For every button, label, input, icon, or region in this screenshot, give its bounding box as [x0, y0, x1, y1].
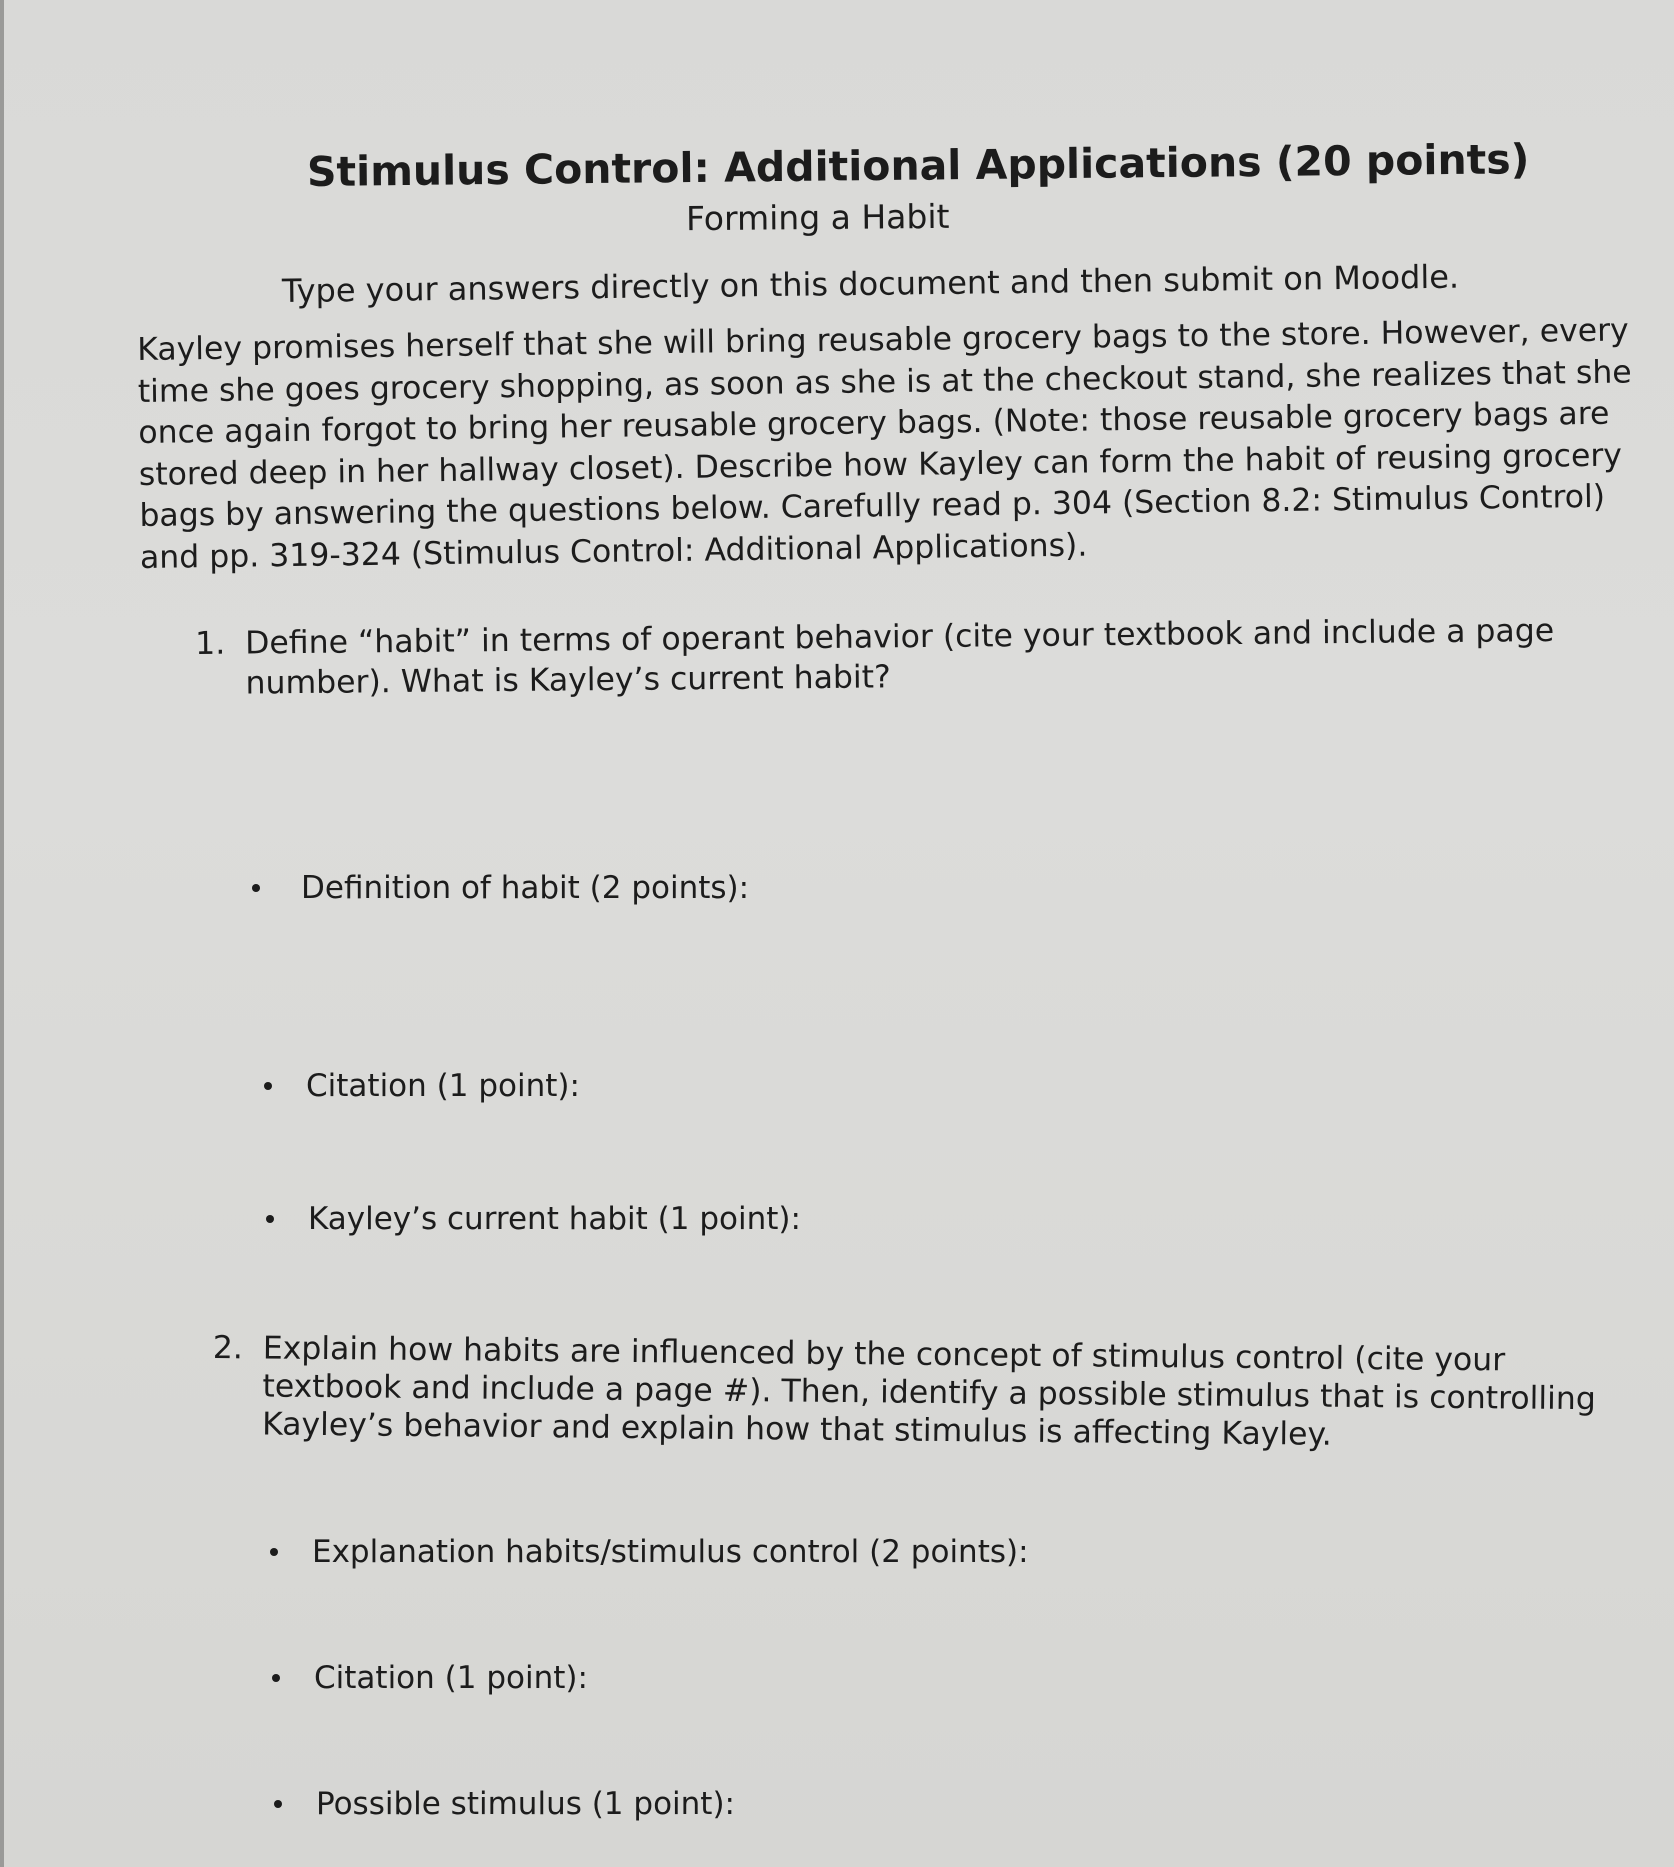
- bullet-icon: [266, 1215, 274, 1223]
- document-subtitle: Forming a Habit: [685, 196, 950, 239]
- intro-line: Kayley promises herself that she will bring reusable grocery bags to the store. However, every: [137, 312, 1629, 368]
- intro-line: time she goes grocery shopping, as soon as she is at the checkout stand, she realizes that she: [137, 353, 1632, 410]
- bullet-icon: [270, 1548, 278, 1556]
- question-line: Explain how habits are influenced by the concept of stimulus control (cite your: [262, 1330, 1506, 1379]
- page-edge: [0, 0, 4, 1867]
- intro-line: bags by answering the questions below. Carefully read p. 304 (Section 8.2: Stimulus Control): [139, 478, 1606, 534]
- answer-label: Explanation habits/stimulus control (2 points):: [312, 1534, 1029, 1570]
- question-line: Define “habit” in terms of operant behavior (cite your textbook and include a page: [245, 612, 1555, 662]
- question-line: number). What is Kayley’s current habit?: [245, 659, 891, 702]
- submission-instruction: Type your answers directly on this document and then submit on Moodle.: [281, 257, 1460, 310]
- answer-label: Definition of habit (2 points):: [301, 870, 750, 906]
- question-line: Kayley’s behavior and explain how that stimulus is affecting Kayley.: [261, 1406, 1332, 1453]
- question-number: 1.: [195, 625, 226, 662]
- intro-line: and pp. 319-324 (Stimulus Control: Additional Applications).: [139, 527, 1088, 576]
- bullet-icon: [264, 1082, 272, 1090]
- bullet-icon: [252, 884, 260, 892]
- answer-label: Possible stimulus (1 point):: [316, 1786, 735, 1822]
- intro-line: stored deep in her hallway closet). Describe how Kayley can form the habit of reusing grocery: [138, 437, 1623, 493]
- bullet-icon: [272, 1674, 280, 1682]
- intro-paragraph: [137, 312, 1632, 579]
- intro-line: once again forgot to bring her reusable grocery bags. (Note: those reusable grocery bags are: [138, 395, 1610, 451]
- answer-label: Citation (1 point):: [306, 1068, 580, 1104]
- question-line: textbook and include a page #). Then, identify a possible stimulus that is controlling: [262, 1368, 1597, 1418]
- question-number: 2.: [212, 1329, 244, 1367]
- answer-label: Citation (1 point):: [314, 1660, 588, 1696]
- bullet-icon: [274, 1800, 282, 1808]
- answer-label: Kayley’s current habit (1 point):: [308, 1201, 801, 1237]
- document-title: Stimulus Control: Additional Applications (20 points): [306, 135, 1530, 196]
